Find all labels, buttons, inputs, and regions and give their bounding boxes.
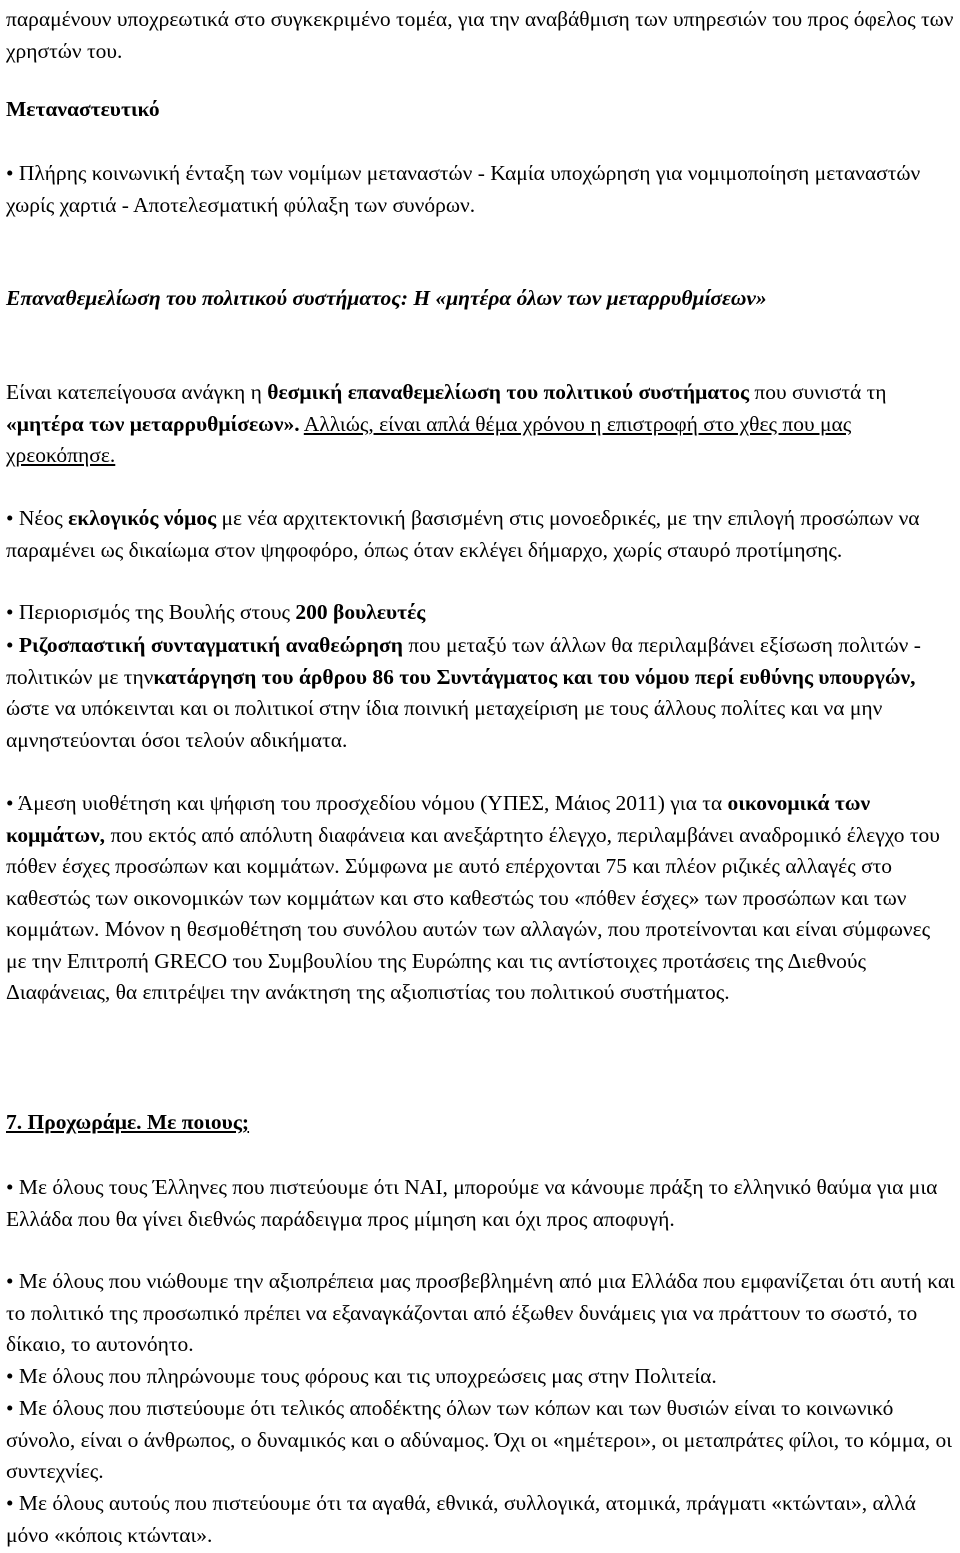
party-finance-bold: οικονομικά των κομμάτων, [6,791,871,847]
electoral-text-2: με νέα αρχιτεκτονική βασισμένη στις μονοεδρικές, με την επιλογή προσώπων να παραμένει ως δικαίωμα στον ψηφοφόρο, όπως όταν εκλέγει δήμαρχο, χωρίς σταυρό προτίμησης. [6,506,920,562]
reform-underlined-sentence: Αλλιώς, είναι απλά θέμα χρόνου η επιστροφή στο χθες που μας χρεοκόπησε. [6,411,852,467]
section7-bullet-5: • Με όλους αυτούς που πιστεύουμε ότι τα αγαθά, εθνικά, συλλογικά, ατομικά, πράγματι «κτώνται», αλλά μόνο «κόποις κτώνται». [6,1491,916,1547]
reform-text-2: που συνιστά τη [749,380,887,404]
parliament-text: • Περιορισμός της Βουλής στους [6,600,296,624]
migration-bullet: • Πλήρης κοινωνική ένταξη των νομίμων μεταναστών - Καμία υποχώρηση για νομιμοποίηση μεταναστών χωρίς χαρτιά - Αποτελεσματική φύλαξη των συνόρων. [6,161,921,217]
section7-bullet-4: • Με όλους που πιστεύουμε ότι τελικός αποδέκτης όλων των κόπων και των θυσιών είναι το κοινωνικό σύνολο, είναι ο άνθρωπος, ο δυναμικός και ο αδύναμος. Όχι οι «ημέτεροι», οι μεταπράτες φίλοι, το κόμμα, οι συντεχνίες. [6,1396,952,1483]
section7-heading [6,1107,956,1139]
party-finance-bullet [6,788,956,1009]
reform-text-1: Είναι κατεπείγουσα ανάγκη η [6,380,268,404]
intro-paragraph: παραμένουν υποχρεωτικά στο συγκεκριμένο τομέα, για την αναβάθμιση των υπηρεσιών του προς όφελος των χρηστών του. [6,7,954,63]
section7-bullet-3: • Με όλους που πληρώνουμε τους φόρους και τις υποχρεώσεις μας στην Πολιτεία. [6,1364,717,1388]
reform-bold-2: «μητέρα των μεταρρυθμίσεων». [6,411,300,436]
migration-heading-text: Μεταναστευτικό [6,97,160,121]
constitution-bullet-mark: • [6,633,19,657]
party-finance-text-2: που εκτός από απόλυτη διαφάνεια και ανεξάρτητο έλεγχο, περιλαμβάνει αναδρομικό έλεγχο του πόθεν έσχες προσώπων και κομμάτων. Σύμφωνα με αυτό επέρχονται 75 και πλέον ριζικές αλλαγές στο καθεστώς των οικονομικών των κομμάτων και στο καθεστώς του «πόθεν έσχες» των προσώπων και των κομμάτων. Μόνον η θεσμοθέτηση του συνόλου αυτών των αλλαγών, που προτείνονται και είναι σύμφωνες με την Επιτροπή GRECO του Συμβουλίου της Ευρώπης και τις αντίστοιχες προτάσεις της Διεθνούς Διαφάνειας, θα επιτρέψει την ανάκτηση της αξιοπιστίας του πολιτικού συστήματος. [6,822,940,1004]
reform-heading: Επαναθεμελίωση του πολιτικού συστήματος: Η «μητέρα όλων των μεταρρυθμίσεων» [6,286,767,310]
parliament-bullet [6,597,956,629]
reform-bold-1: θεσμική επαναθεμελίωση του πολιτικού συστήματος [267,380,750,404]
electoral-text-1: • Νέος [6,506,69,530]
section7-bullet-1: • Με όλους τους Έλληνες που πιστεύουμε ότι ΝΑΙ, μπορούμε να κάνουμε πράξη το ελληνικό θαύμα για μια Ελλάδα που θα γίνει διεθνώς παράδειγμα προς μίμηση και όχι προς αποφυγή. [6,1175,938,1231]
constitution-bold-1: Ριζοσπαστική συνταγματική αναθεώρηση [18,633,403,657]
electoral-law-bullet [6,503,956,566]
migration-heading [6,94,956,126]
section7-bullet-2: • Με όλους που νιώθουμε την αξιοπρέπεια μας προσβεβλημένη από μια Ελλάδα που εμφανίζεται ότι αυτή και το πολιτικό της προσωπικό πρέπει να εξαναγκάζονται από έξωθεν δυνάμεις για να πράττουν το σωστό, το δίκαιο, το αυτονόητο. [6,1269,955,1356]
constitution-bullet [6,630,956,756]
electoral-bold: εκλογικός νόμος [68,506,217,530]
reform-paragraph [6,377,956,472]
party-finance-text-1: • Άμεση υιοθέτηση και ψήφιση του προσχεδίου νόμου (ΥΠΕΣ, Μάιος 2011) για τα [6,791,728,815]
constitution-text-2: ώστε να υπόκεινται και οι πολιτικοί στην ίδια ποινική μεταχείριση με τους άλλους πολίτες και να μην αμνηστεύονται όσοι τελούν αδικήματα. [6,696,883,752]
parliament-bold: 200 βουλευτές [295,600,426,624]
section7-heading-text: 7. Προχωράμε. Με ποιους; [6,1110,250,1134]
constitution-text-1: που μεταξύ των άλλων θα περιλαμβάνει εξίσωση πολιτών - πολιτικών με την [6,633,921,689]
constitution-bold-2: κατάργηση του άρθρου 86 του Συντάγματος και του νόμου περί ευθύνης υπουργών, [153,664,916,689]
